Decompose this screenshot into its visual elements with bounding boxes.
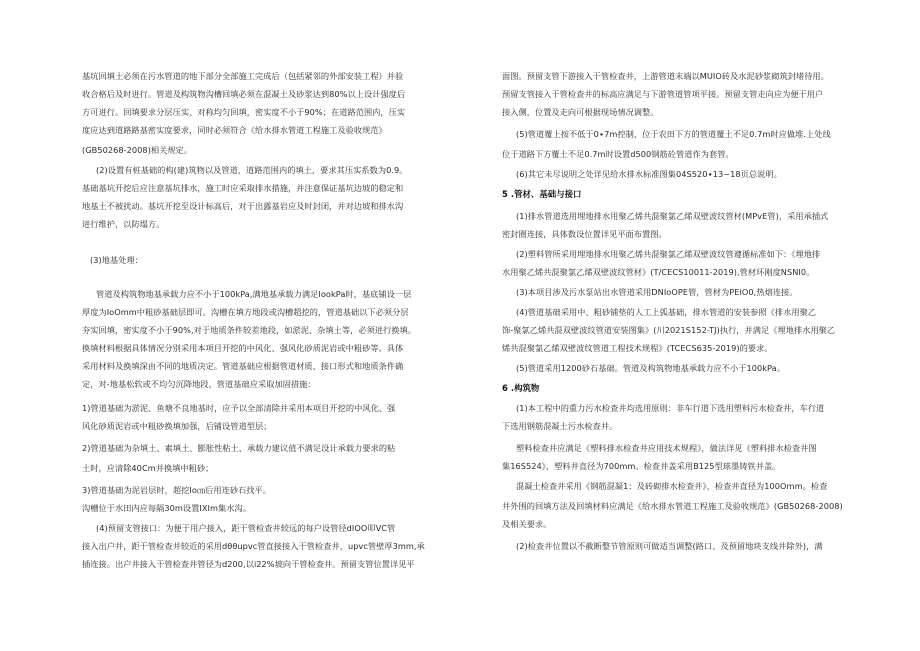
left-text-line: 接入出户井，距干管检查井较近的采用dθθupvc管直接接入干管检查井，upvc管壁厚3mm,承 xyxy=(82,541,425,551)
left-text-line: 2)管道基础为杂填土、素填土、膨胀性粘土、承载力建议值不满足设计承载力要求的粘 xyxy=(82,443,396,453)
right-text-line: 接入侧，位置及走向可根据现场情况调整。 xyxy=(502,107,659,117)
right-text-line: 位于道路下方覆土不足0.7m时设置d500钢筋砼管道作为套管。 xyxy=(502,149,734,159)
right-text-line: 及相关要求。 xyxy=(502,519,552,529)
left-text-line: 基础基坑开挖后应注意基坑排水，施工时应采取排水措施，并注意保证基坑边坡的稳定和 xyxy=(82,183,404,193)
right-text-line: 混凝土检查井采用《钢筋混凝1：及砖砌排水检查井》，检查井直径为100Omm。检查 xyxy=(516,481,828,491)
left-text-line: 3)管道基础为泥岩层时，超挖Io㎝后用连砂石找平。 xyxy=(82,485,272,495)
right-text-line: (3)本项目涉及污水泵站出水管道采用DNIoOPE管，管材为PEIO0,热熔连接。 xyxy=(516,287,798,297)
left-text-line: 夯实回填，密实度不小于90%,对于地质条件较差地段，如淤泥、杂填土等，必须进行换填。 xyxy=(82,325,417,335)
right-text-line: (5)管道覆上按不低于0∙7m控制，位于农田下方的管道覆土不足0.7m时应做堆.上处线 xyxy=(516,129,831,139)
left-text-line: 土时，应清除40Cm并换填中粗砂； xyxy=(82,463,214,473)
right-text-line: (2)塑料管所采用埋地排水用聚乙烯共混聚氯乙烯双壁波纹管遵循标准如下：《埋地排 xyxy=(516,249,821,259)
left-text-line: 定，对-地基松软或不均匀沉降地段，管道基础应采取加固措施： xyxy=(82,379,316,389)
left-text-line: 沟槽位于水田内应每隔30m设置IXIm集水沟。 xyxy=(82,503,251,513)
right-text-line: 面图。预留支管下游接入干管检查井，上游管道末端以MUIO砖及水泥砂浆砌筑封堵待用。 xyxy=(502,71,829,81)
left-text-line: (2)设置有桩基础的构(建)筑物以及管道，道路范围内的填土，要求其压实系数为0.9。 xyxy=(96,165,408,175)
left-text-line: 方可进行。回填要求分层压实、对称均匀回填，密实度不小于90%；在道路范围内，压实 xyxy=(82,107,406,117)
left-text-line: 度应达到道路路基密实度要求，同时必须符合《给水排水管道工程施工及验收规范》 xyxy=(82,125,387,135)
left-text-line: 进行维护，以防塌方。 xyxy=(82,219,165,229)
right-text-line: 塑料检查井应满足《塑料排水检查井应用技术规程》，做法详见《塑料排水检查井图 xyxy=(516,443,817,453)
right-text-line: 预留支管接入干管检查井的标高应满足与下游管道管项平接。预留支管走向应为便于用户 xyxy=(502,89,824,99)
left-text-line: 插连接。出户井接入干管检查井管径为d200,以i22%坡向干管检查井。预留支管位置详见平 xyxy=(82,559,415,569)
right-section-heading: 6 .构筑物 xyxy=(502,383,540,393)
left-text-line: 管道及构筑物地基承载力应不小于100kPa,满地基承载力满足IookPa时，基底铺设一层 xyxy=(96,289,412,299)
right-text-line: 集16S524》，塑料井直径为700mm。检查井盖采用B125型球墨铸铁井盖。 xyxy=(502,461,781,471)
left-text-line: (3)地基处理： xyxy=(90,255,143,265)
left-text-line: 采用材料及换填深由不同的地质决定。管道基础应根据管道材质、接口形式和地质条件确 xyxy=(82,361,404,371)
left-text-line: 换填材料根据具体情况分别采用本项目开挖的中风化、强风化砂质泥岩或中粗砂等。具体 xyxy=(82,343,404,353)
right-text-line: (5)管道采用1200砂石基础。管道及构筑物地基承载力应不小于100kPa。 xyxy=(516,363,785,373)
right-text-line: 烯共混聚氯乙烯双壁波纹管道工程技术规程》(TCECS635-2019)的要求。 xyxy=(502,343,773,353)
left-text-line: (GB50268-2008)相关规定。 xyxy=(82,145,193,155)
left-text-line: 收合格后及时进行。管道及构筑物沟槽回填必须在混凝土及砂浆达到80%以上设计强度后 xyxy=(82,89,406,99)
left-text-line: (4)预留支管接口：为便于用户接入，距干管检查井较远的每户设管径dIOO叩VC管 xyxy=(96,523,396,533)
left-text-line: 厚度为IoOmm中粗砂基础层即可。沟槽在填方地段或沟槽超挖的，管道基础以下必须分层 xyxy=(82,307,409,317)
right-text-line: (1)本工程中的重力污水检查井均选用原则：非车行道下选用塑料污水检查井，车行道 xyxy=(516,403,825,413)
right-text-line: 密封圈连接，具体数设位置详见平面布置图。 xyxy=(502,229,667,239)
left-text-line: 1)管道基础为淤泥、鱼塘不良地基时，应予以全部清除并采用本项目开挖的中风化、强 xyxy=(82,403,396,413)
left-text-line: 地基土不被扰动。基坑开挖至设计标高后，对于出露基岩应及时封闭，并对边坡和排水沟 xyxy=(82,201,404,211)
right-text-line: 下选用钢筋混凝土污水检查井。 xyxy=(502,421,618,431)
right-text-line: 井外围的回填方法及回填材料应满足《给水排水管道工程施工及验收规范》(GB50268-2008) xyxy=(502,501,843,511)
right-text-line: 水用聚乙烯共混聚氯乙烯双壁波纹管材》(T/CECS10011-2019),管材环刚度NSNI0。 xyxy=(502,267,815,277)
left-text-line: 基坑回填土必须在污水管道的地下部分全部施工完成后（包括紧邻的外部安装工程）并验 xyxy=(82,71,404,81)
right-text-line: (6)其它未尽说明之处详见给水排水标准图集04S520∙13~18页总说明。 xyxy=(516,169,782,179)
right-text-line: (4)管道基础采用中、粗砂铺垫的人工上弧基础，排水管道的安装参照《排水用聚乙 xyxy=(516,307,817,317)
right-text-line: (1)排水管道选用埋地排水用聚乙烯共混聚氯乙烯双壁波纹管材(MPvE管)，采用承插式 xyxy=(516,211,829,221)
right-text-line: (2)检查井位置以不截断整节管原则可做适当调整(路口、及预留地块支线井除外)，满 xyxy=(516,541,823,551)
right-section-heading: 5 .管材、基础与接口 xyxy=(502,189,582,199)
right-text-line: 饰-聚氯乙烯共混双壁波纹管道安装图集》(川2021S152-TJ)执行，并满足《埋地排水用聚乙 xyxy=(502,325,836,335)
left-text-line: 风化砂质泥岩或中粗砂换填加强，后铺设管道型层； xyxy=(82,421,272,431)
